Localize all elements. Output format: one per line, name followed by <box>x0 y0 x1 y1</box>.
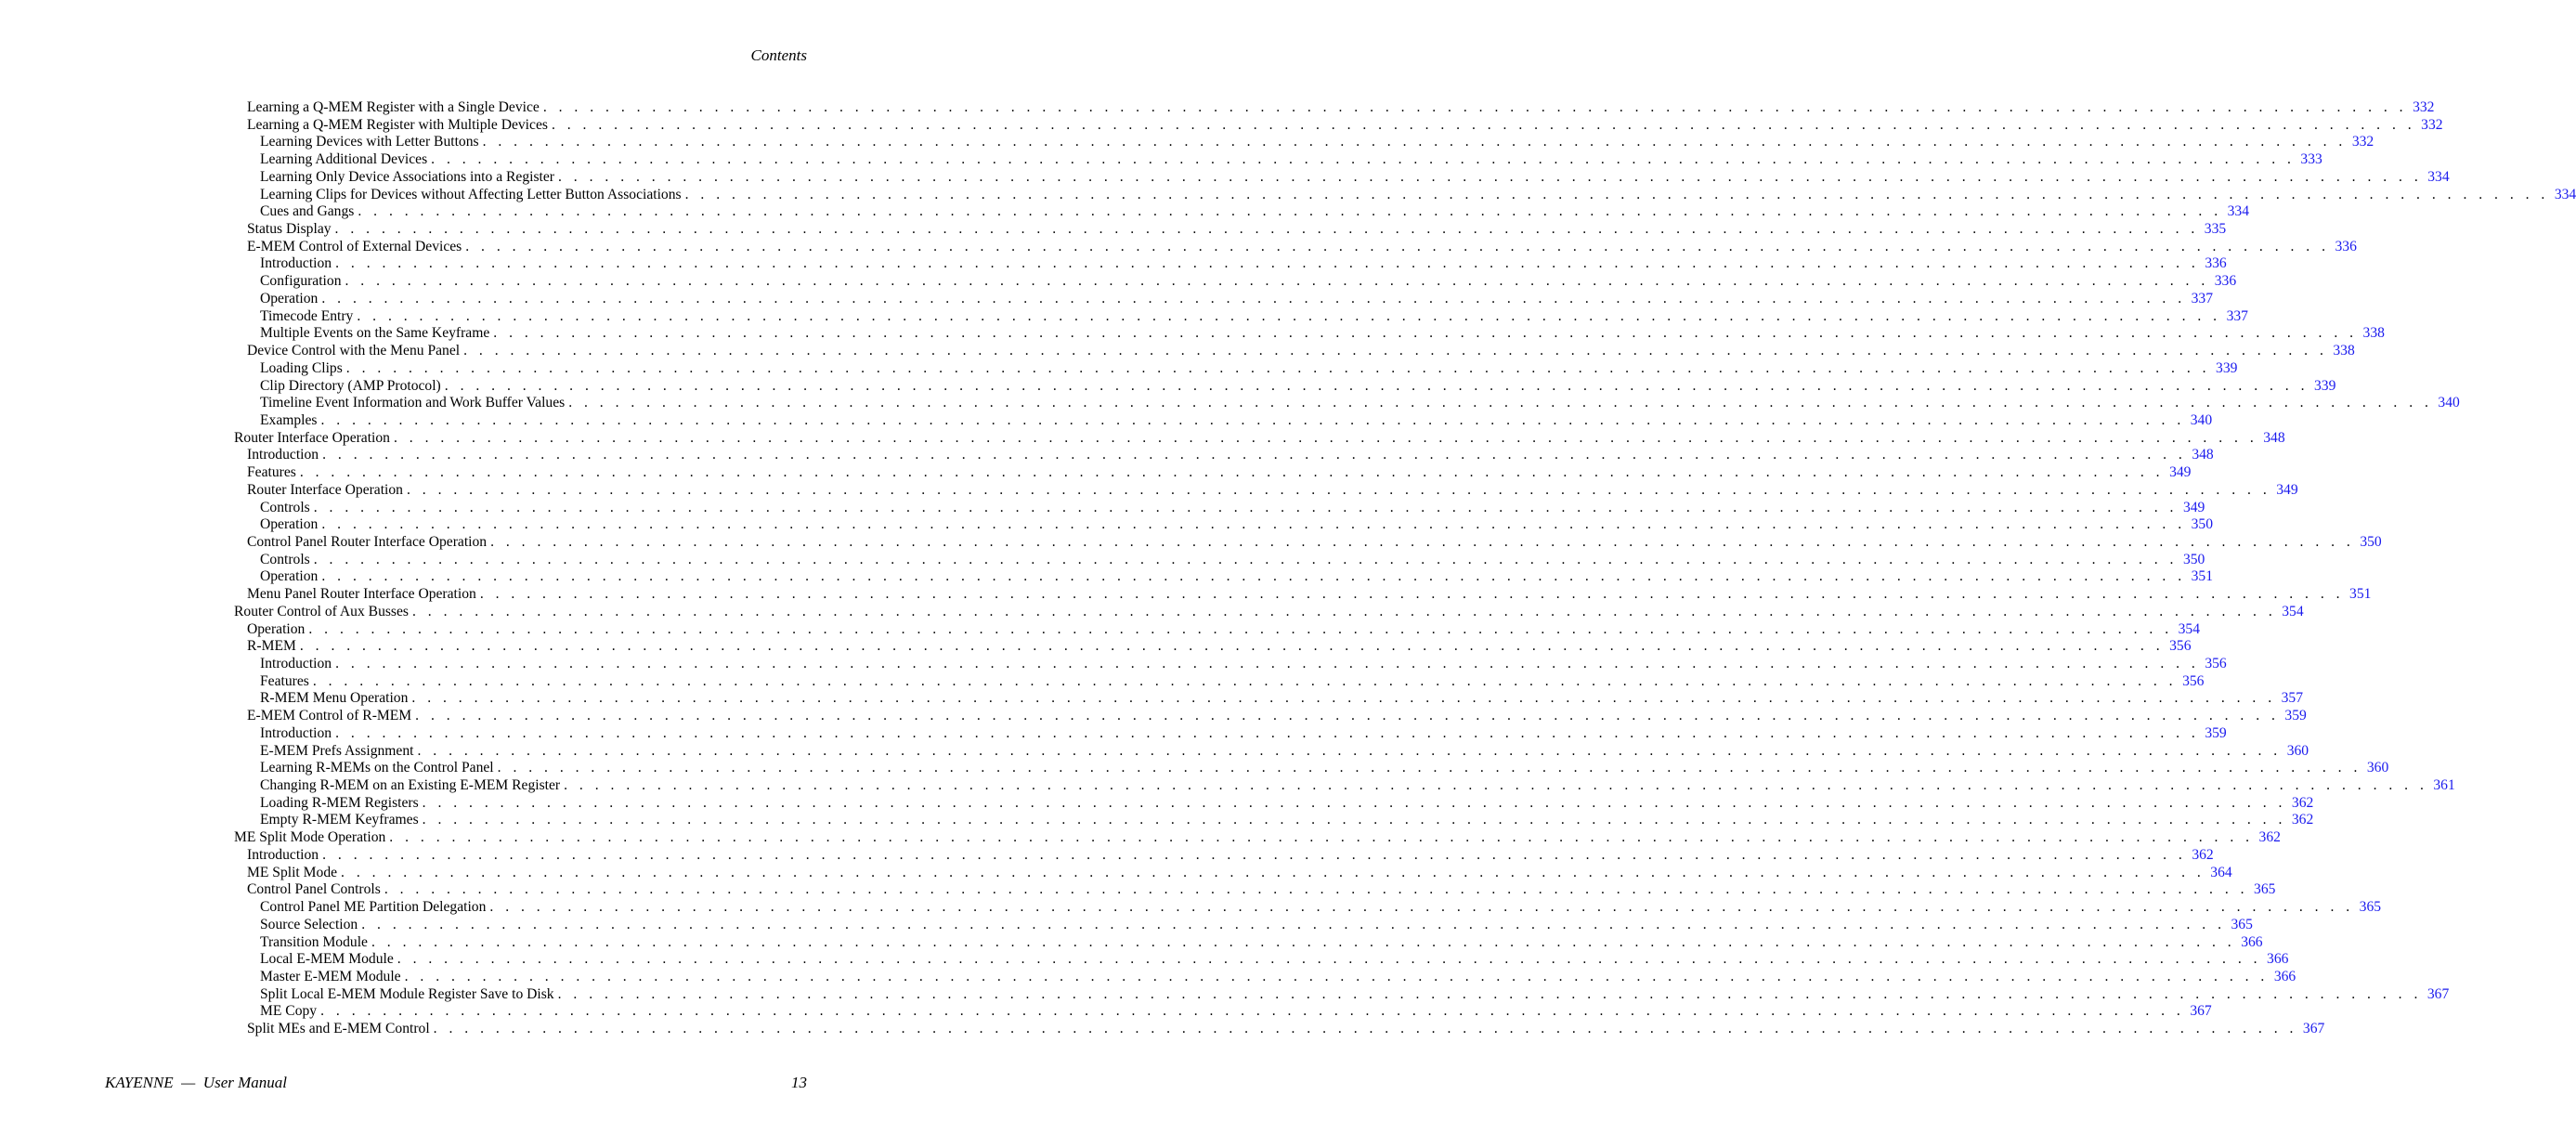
toc-entry-title: Changing R-MEM on an Existing E-MEM Register <box>260 777 561 794</box>
toc-entry[interactable] <box>234 168 2450 187</box>
toc-entry-title: E-MEM Control of External Devices <box>247 238 462 254</box>
toc-entry[interactable] <box>234 881 2276 899</box>
toc-entry[interactable] <box>234 99 2435 117</box>
toc-entry-title: R-MEM <box>247 638 296 655</box>
toc-page-link[interactable]: 351 <box>2191 568 2213 585</box>
toc-page-link[interactable]: 334 <box>2227 203 2249 220</box>
toc-page-link[interactable]: 337 <box>2191 290 2213 306</box>
dot-leader: . . . . . . . . . . . . . . . . . . . . . . . . . . . . . . . . . . . . . . . . . . . . . . . . . . . . . . . . . . . . . . . . . . . . . . . . . . . . . . . . . . . . . . . . . . . . . . . . . . . . . . . . . . . . . . . . . . . . . . . . <box>358 203 2222 220</box>
dot-leader: . . . . . . . . . . . . . . . . . . . . . . . . . . . . . . . . . . . . . . . . . . . . . . . . . . . . . . . . . . . . . . . . . . . . . . . . . . . . . . . . . . . . . . . . . . . . . . . . . . . . . . . . . . . . . . . . . . . . . . . . <box>482 134 2347 150</box>
dot-leader: . . . . . . . . . . . . . . . . . . . . . . . . . . . . . . . . . . . . . . . . . . . . . . . . . . . . . . . . . . . . . . . . . . . . . . . . . . . . . . . . . . . . . . . . . . . . . . . . . . . . . . . . . . . . . . . . . . . . . . . . <box>490 533 2355 550</box>
toc-entry-title: Timeline Event Information and Work Buffer Values <box>260 395 566 411</box>
toc-entry[interactable] <box>234 690 2304 708</box>
dot-leader: . . . . . . . . . . . . . . . . . . . . . . . . . . . . . . . . . . . . . . . . . . . . . . . . . . . . . . . . . . . . . . . . . . . . . . . . . . . . . . . . . . . . . . . . . . . . . . . . . . . . . . . . . . . . . . . . . . . . . . . . <box>497 760 2361 776</box>
toc-page-link[interactable]: 337 <box>2226 307 2248 324</box>
toc-entry-title: Learning R-MEMs on the Control Panel <box>260 760 494 776</box>
toc-page-link[interactable]: 332 <box>2413 99 2435 115</box>
dot-leader: . . . . . . . . . . . . . . . . . . . . . . . . . . . . . . . . . . . . . . . . . . . . . . . . . . . . . . . . . . . . . . . . . . . . . . . . . . . . . . . . . . . . . . . . . . . . . . . . . . . . . . . . . . . . . . . . . . . . . . . . <box>493 325 2358 342</box>
dot-leader: . . . . . . . . . . . . . . . . . . . . . . . . . . . . . . . . . . . . . . . . . . . . . . . . . . . . . . . . . . . . . . . . . . . . . . . . . . . . . . . . . . . . . . . . . . . . . . . . . . . . . . . . . . . . . . . . . . . . . . . . <box>322 447 2187 463</box>
toc-entry[interactable] <box>234 273 2237 291</box>
toc-entry[interactable] <box>234 516 2213 534</box>
toc-entry[interactable] <box>234 290 2213 308</box>
toc-entry-title: Operation <box>260 568 319 585</box>
dot-leader: . . . . . . . . . . . . . . . . . . . . . . . . . . . . . . . . . . . . . . . . . . . . . . . . . . . . . . . . . . . . . . . . . . . . . . . . . . . . . . . . . . . . . . . . . . . . . . . . . . . . . . . . . . . . . . . . . . . . . . . . <box>371 933 2236 950</box>
dot-leader: . . . . . . . . . . . . . . . . . . . . . . . . . . . . . . . . . . . . . . . . . . . . . . . . . . . . . . . . . . . . . . . . . . . . . . . . . . . . . . . . . . . . . . . . . . . . . . . . . . . . . . . . . . . . . . . . . . . . . . . . <box>345 359 2211 376</box>
toc-entry[interactable] <box>234 812 2314 829</box>
toc-entry-title: Local E-MEM Module <box>260 951 394 968</box>
toc-page-link[interactable]: 356 <box>2182 672 2205 689</box>
footer-manual-title: KAYENNE — User Manual <box>105 1074 287 1091</box>
toc-entry[interactable] <box>234 395 2460 412</box>
toc-entry[interactable] <box>234 760 2389 777</box>
dot-leader: . . . . . . . . . . . . . . . . . . . . . . . . . . . . . . . . . . . . . . . . . . . . . . . . . . . . . . . . . . . . . . . . . . . . . . . . . . . . . . . . . . . . . . . . . . . . . . . . . . . . . . . . . . . . . . . . . . . . . . . . <box>422 794 2286 811</box>
dot-leader: . . . . . . . . . . . . . . . . . . . . . . . . . . . . . . . . . . . . . . . . . . . . . . . . . . . . . . . . . . . . . . . . . . . . . . . . . . . . . . . . . . . . . . . . . . . . . . . . . . . . . . . . . . . . . . . . . . . . . . . . <box>684 186 2549 202</box>
toc-entry-title: Router Interface Operation <box>247 481 403 498</box>
dot-leader: . . . . . . . . . . . . . . . . . . . . . . . . . . . . . . . . . . . . . . . . . . . . . . . . . . . . . . . . . . . . . . . . . . . . . . . . . . . . . . . . . . . . . . . . . . . . . . . . . . . . . . . . . . . . . . . . . . . . . . . . <box>463 343 2328 359</box>
dot-leader: . . . . . . . . . . . . . . . . . . . . . . . . . . . . . . . . . . . . . . . . . . . . . . . . . . . . . . . . . . . . . . . . . . . . . . . . . . . . . . . . . . . . . . . . . . . . . . . . . . . . . . . . . . . . . . . . . . . . . . . . <box>335 255 2200 272</box>
dot-leader: . . . . . . . . . . . . . . . . . . . . . . . . . . . . . . . . . . . . . . . . . . . . . . . . . . . . . . . . . . . . . . . . . . . . . . . . . . . . . . . . . . . . . . . . . . . . . . . . . . . . . . . . . . . . . . . . . . . . . . . . <box>320 1003 2185 1020</box>
toc-entry[interactable] <box>234 846 2214 865</box>
toc-entry[interactable] <box>234 343 2355 360</box>
dot-leader: . . . . . . . . . . . . . . . . . . . . . . . . . . . . . . . . . . . . . . . . . . . . . . . . . . . . . . . . . . . . . . . . . . . . . . . . . . . . . . . . . . . . . . . . . . . . . . . . . . . . . . . . . . . . . . . . . . . . . . . . <box>345 273 2209 290</box>
toc-page-link[interactable]: 365 <box>2231 916 2253 932</box>
toc-page-link[interactable]: 362 <box>2192 846 2214 863</box>
toc-entry-title: Master E-MEM Module <box>260 968 401 984</box>
dot-leader: . . . . . . . . . . . . . . . . . . . . . . . . . . . . . . . . . . . . . . . . . . . . . . . . . . . . . . . . . . . . . . . . . . . . . . . . . . . . . . . . . . . . . . . . . . . . . . . . . . . . . . . . . . . . . . . . . . . . . . . . <box>411 690 2276 707</box>
toc-entry[interactable] <box>234 708 2307 725</box>
toc-entry[interactable] <box>234 464 2192 482</box>
toc-entry[interactable] <box>234 186 2576 204</box>
dot-leader: . . . . . . . . . . . . . . . . . . . . . . . . . . . . . . . . . . . . . . . . . . . . . . . . . . . . . . . . . . . . . . . . . . . . . . . . . . . . . . . . . . . . . . . . . . . . . . . . . . . . . . . . . . . . . . . . . . . . . . . . <box>313 551 2178 567</box>
dot-leader: . . . . . . . . . . . . . . . . . . . . . . . . . . . . . . . . . . . . . . . . . . . . . . . . . . . . . . . . . . . . . . . . . . . . . . . . . . . . . . . . . . . . . . . . . . . . . . . . . . . . . . . . . . . . . . . . . . . . . . . . <box>433 1021 2297 1037</box>
toc-entry-title: Learning Additional Devices <box>260 151 428 168</box>
toc-entry-title: Status Display <box>247 221 332 238</box>
toc-page-link[interactable]: 336 <box>2205 255 2227 272</box>
toc-entry[interactable] <box>234 551 2205 569</box>
toc-entry[interactable] <box>234 1003 2212 1021</box>
toc-page-link[interactable]: 367 <box>2426 985 2450 1002</box>
toc-page-link[interactable]: 365 <box>2359 899 2382 916</box>
toc-page-link[interactable]: 336 <box>2335 238 2357 254</box>
toc-entry[interactable] <box>234 411 2213 430</box>
toc-entry-title: ME Split Mode <box>247 864 338 880</box>
toc-page-link[interactable]: 365 <box>2254 881 2276 898</box>
toc-page-link[interactable]: 334 <box>2427 168 2450 185</box>
dot-leader: . . . . . . . . . . . . . . . . . . . . . . . . . . . . . . . . . . . . . . . . . . . . . . . . . . . . . . . . . . . . . . . . . . . . . . . . . . . . . . . . . . . . . . . . . . . . . . . . . . . . . . . . . . . . . . . . . . . . . . . . <box>322 846 2187 863</box>
toc-page-link[interactable]: 354 <box>2178 620 2200 637</box>
toc-entry[interactable] <box>234 916 2253 934</box>
dot-leader: . . . . . . . . . . . . . . . . . . . . . . . . . . . . . . . . . . . . . . . . . . . . . . . . . . . . . . . . . . . . . . . . . . . . . . . . . . . . . . . . . . . . . . . . . . . . . . . . . . . . . . . . . . . . . . . . . . . . . . . . <box>308 620 2173 637</box>
toc-entry[interactable] <box>234 533 2382 552</box>
dot-leader: . . . . . . . . . . . . . . . . . . . . . . . . . . . . . . . . . . . . . . . . . . . . . . . . . . . . . . . . . . . . . . . . . . . . . . . . . . . . . . . . . . . . . . . . . . . . . . . . . . . . . . . . . . . . . . . . . . . . . . . . <box>321 516 2186 533</box>
toc-page-link[interactable]: 357 <box>2281 690 2304 707</box>
toc-entry-title: E-MEM Control of R-MEM <box>247 708 412 724</box>
toc-page-link[interactable]: 350 <box>2360 533 2382 550</box>
toc-entry[interactable] <box>234 377 2336 396</box>
toc-entry[interactable] <box>234 620 2200 639</box>
toc-entry-title: R-MEM Menu Operation <box>260 690 409 707</box>
toc-entry-title: Split Local E-MEM Module Register Save to Disk <box>260 985 554 1002</box>
footer-page-number: 13 <box>791 1074 807 1091</box>
dot-leader: . . . . . . . . . . . . . . . . . . . . . . . . . . . . . . . . . . . . . . . . . . . . . . . . . . . . . . . . . . . . . . . . . . . . . . . . . . . . . . . . . . . . . . . . . . . . . . . . . . . . . . . . . . . . . . . . . . . . . . . . <box>422 812 2286 828</box>
toc-entry-title: Clip Directory (AMP Protocol) <box>260 377 441 394</box>
toc-entry-title: Control Panel Controls <box>247 881 381 898</box>
toc-entry-title: Operation <box>260 290 319 306</box>
toc-page-link[interactable]: 362 <box>2258 829 2281 846</box>
toc-entry[interactable] <box>234 255 2227 273</box>
toc-entry-title: Introduction <box>260 255 332 272</box>
toc-entry[interactable] <box>234 499 2205 517</box>
toc-entry[interactable] <box>234 656 2227 673</box>
toc-entry-title: Operation <box>260 516 319 533</box>
toc-entry[interactable] <box>234 724 2227 743</box>
toc-entry[interactable] <box>234 829 2281 847</box>
toc-entry-title: Learning Devices with Letter Buttons <box>260 134 479 150</box>
toc-entry-title: Examples <box>260 411 318 428</box>
dot-leader: . . . . . . . . . . . . . . . . . . . . . . . . . . . . . . . . . . . . . . . . . . . . . . . . . . . . . . . . . . . . . . . . . . . . . . . . . . . . . . . . . . . . . . . . . . . . . . . . . . . . . . . . . . . . . . . . . . . . . . . . <box>321 568 2186 585</box>
toc-entry-title: Introduction <box>247 846 319 863</box>
dot-leader: . . . . . . . . . . . . . . . . . . . . . . . . . . . . . . . . . . . . . . . . . . . . . . . . . . . . . . . . . . . . . . . . . . . . . . . . . . . . . . . . . . . . . . . . . . . . . . . . . . . . . . . . . . . . . . . . . . . . . . . . <box>313 499 2178 515</box>
toc-page-link[interactable]: 348 <box>2263 429 2285 446</box>
toc-entry-title: ME Split Mode Operation <box>234 829 386 846</box>
toc-entry-title: Configuration <box>260 273 342 290</box>
dot-leader: . . . . . . . . . . . . . . . . . . . . . . . . . . . . . . . . . . . . . . . . . . . . . . . . . . . . . . . . . . . . . . . . . . . . . . . . . . . . . . . . . . . . . . . . . . . . . . . . . . . . . . . . . . . . . . . . . . . . . . . . <box>415 708 2280 724</box>
toc-entry[interactable] <box>234 151 2322 169</box>
toc-page-link[interactable]: 364 <box>2210 864 2232 880</box>
toc-page-link[interactable]: 356 <box>2205 656 2227 671</box>
toc-entry[interactable] <box>234 325 2385 343</box>
toc-page-link[interactable]: 334 <box>2554 186 2576 202</box>
toc-page-link[interactable]: 338 <box>2333 343 2355 359</box>
toc-entry-title: Introduction <box>260 656 332 671</box>
toc-entry-title: Learning Only Device Associations into a Register <box>260 168 554 185</box>
toc-entry-title: Learning a Q-MEM Register with Multiple Devices <box>247 116 548 133</box>
toc-entry-title: Controls <box>260 551 310 567</box>
toc-entry-title: Operation <box>247 620 306 637</box>
toc-entry-title: Transition Module <box>260 933 368 950</box>
toc-page-link[interactable]: 359 <box>2284 708 2307 724</box>
toc-page-link[interactable]: 366 <box>2267 951 2289 968</box>
toc-page-link[interactable]: 361 <box>2433 777 2455 794</box>
dot-leader: . . . . . . . . . . . . . . . . . . . . . . . . . . . . . . . . . . . . . . . . . . . . . . . . . . . . . . . . . . . . . . . . . . . . . . . . . . . . . . . . . . . . . . . . . . . . . . . . . . . . . . . . . . . . . . . . . . . . . . . . <box>564 777 2428 794</box>
toc-page-link[interactable]: 360 <box>2366 760 2389 776</box>
toc-page-link[interactable]: 356 <box>2169 638 2192 655</box>
dot-leader: . . . . . . . . . . . . . . . . . . . . . . . . . . . . . . . . . . . . . . . . . . . . . . . . . . . . . . . . . . . . . . . . . . . . . . . . . . . . . . . . . . . . . . . . . . . . . . . . . . . . . . . . . . . . . . . . . . . . . . . . <box>320 411 2185 428</box>
running-header: Contents <box>750 46 807 64</box>
toc-entry[interactable] <box>234 638 2192 656</box>
dot-leader: . . . . . . . . . . . . . . . . . . . . . . . . . . . . . . . . . . . . . . . . . . . . . . . . . . . . . . . . . . . . . . . . . . . . . . . . . . . . . . . . . . . . . . . . . . . . . . . . . . . . . . . . . . . . . . . . . . . . . . . . <box>397 951 2262 968</box>
toc-page-link[interactable]: 339 <box>2314 377 2336 394</box>
dot-leader: . . . . . . . . . . . . . . . . . . . . . . . . . . . . . . . . . . . . . . . . . . . . . . . . . . . . . . . . . . . . . . . . . . . . . . . . . . . . . . . . . . . . . . . . . . . . . . . . . . . . . . . . . . . . . . . . . . . . . . . . <box>417 742 2282 759</box>
dot-leader: . . . . . . . . . . . . . . . . . . . . . . . . . . . . . . . . . . . . . . . . . . . . . . . . . . . . . . . . . . . . . . . . . . . . . . . . . . . . . . . . . . . . . . . . . . . . . . . . . . . . . . . . . . . . . . . . . . . . . . . . <box>357 307 2221 324</box>
dot-leader: . . . . . . . . . . . . . . . . . . . . . . . . . . . . . . . . . . . . . . . . . . . . . . . . . . . . . . . . . . . . . . . . . . . . . . . . . . . . . . . . . . . . . . . . . . . . . . . . . . . . . . . . . . . . . . . . . . . . . . . . <box>479 586 2345 603</box>
toc-entry-title: Loading R-MEM Registers <box>260 794 419 811</box>
dot-leader: . . . . . . . . . . . . . . . . . . . . . . . . . . . . . . . . . . . . . . . . . . . . . . . . . . . . . . . . . . . . . . . . . . . . . . . . . . . . . . . . . . . . . . . . . . . . . . . . . . . . . . . . . . . . . . . . . . . . . . . . <box>384 881 2249 898</box>
dot-leader: . . . . . . . . . . . . . . . . . . . . . . . . . . . . . . . . . . . . . . . . . . . . . . . . . . . . . . . . . . . . . . . . . . . . . . . . . . . . . . . . . . . . . . . . . . . . . . . . . . . . . . . . . . . . . . . . . . . . . . . . <box>299 464 2165 481</box>
toc-entry-title: Router Interface Operation <box>234 429 390 446</box>
toc-page-link[interactable]: 332 <box>2421 116 2443 133</box>
toc-entry-title: ME Copy <box>260 1003 318 1020</box>
toc-entry[interactable] <box>234 203 2249 221</box>
toc-page-link[interactable]: 336 <box>2214 273 2237 290</box>
toc-entry-title: Source Selection <box>260 916 358 932</box>
toc-page-link[interactable]: 367 <box>2302 1021 2325 1037</box>
toc-entry[interactable] <box>234 359 2238 378</box>
toc-entry[interactable] <box>234 742 2309 761</box>
dot-leader: . . . . . . . . . . . . . . . . . . . . . . . . . . . . . . . . . . . . . . . . . . . . . . . . . . . . . . . . . . . . . . . . . . . . . . . . . . . . . . . . . . . . . . . . . . . . . . . . . . . . . . . . . . . . . . . . . . . . . . . . <box>361 916 2226 932</box>
toc-page-link[interactable]: 340 <box>2438 395 2460 411</box>
dot-leader: . . . . . . . . . . . . . . . . . . . . . . . . . . . . . . . . . . . . . . . . . . . . . . . . . . . . . . . . . . . . . . . . . . . . . . . . . . . . . . . . . . . . . . . . . . . . . . . . . . . . . . . . . . . . . . . . . . . . . . . . <box>444 377 2309 394</box>
toc-entry[interactable] <box>234 134 2374 151</box>
toc-page-link[interactable]: 340 <box>2190 411 2213 428</box>
toc-page-link[interactable]: 338 <box>2362 325 2385 342</box>
toc-page-link[interactable]: 333 <box>2300 151 2322 168</box>
toc-page-link[interactable]: 349 <box>2169 464 2192 481</box>
toc-entry[interactable] <box>234 586 2372 604</box>
toc-entry[interactable] <box>234 307 2248 326</box>
toc-page-link[interactable]: 360 <box>2286 742 2309 759</box>
toc-entry-title: Introduction <box>260 724 332 741</box>
toc-entry[interactable] <box>234 985 2450 1004</box>
toc-page-link[interactable]: 339 <box>2216 359 2238 376</box>
toc-page-link[interactable]: 350 <box>2182 551 2205 567</box>
dot-leader: . . . . . . . . . . . . . . . . . . . . . . . . . . . . . . . . . . . . . . . . . . . . . . . . . . . . . . . . . . . . . . . . . . . . . . . . . . . . . . . . . . . . . . . . . . . . . . . . . . . . . . . . . . . . . . . . . . . . . . . . <box>431 151 2296 168</box>
toc-entry-title: Features <box>247 464 296 481</box>
toc-entry-title: E-MEM Prefs Assignment <box>260 742 414 759</box>
toc-entry-title: Control Panel Router Interface Operation <box>247 533 488 550</box>
dot-leader: . . . . . . . . . . . . . . . . . . . . . . . . . . . . . . . . . . . . . . . . . . . . . . . . . . . . . . . . . . . . . . . . . . . . . . . . . . . . . . . . . . . . . . . . . . . . . . . . . . . . . . . . . . . . . . . . . . . . . . . . <box>335 724 2200 741</box>
toc-entry-title: Controls <box>260 499 310 515</box>
dot-leader: . . . . . . . . . . . . . . . . . . . . . . . . . . . . . . . . . . . . . . . . . . . . . . . . . . . . . . . . . . . . . . . . . . . . . . . . . . . . . . . . . . . . . . . . . . . . . . . . . . . . . . . . . . . . . . . . . . . . . . . . <box>389 829 2254 846</box>
dot-leader: . . . . . . . . . . . . . . . . . . . . . . . . . . . . . . . . . . . . . . . . . . . . . . . . . . . . . . . . . . . . . . . . . . . . . . . . . . . . . . . . . . . . . . . . . . . . . . . . . . . . . . . . . . . . . . . . . . . . . . . . <box>341 864 2205 880</box>
toc-page-link[interactable]: 349 <box>2182 499 2205 515</box>
dot-leader: . . . . . . . . . . . . . . . . . . . . . . . . . . . . . . . . . . . . . . . . . . . . . . . . . . . . . . . . . . . . . . . . . . . . . . . . . . . . . . . . . . . . . . . . . . . . . . . . . . . . . . . . . . . . . . . . . . . . . . . . <box>551 116 2416 133</box>
toc-entry[interactable] <box>234 429 2285 448</box>
toc-entry-title: Split MEs and E-MEM Control <box>247 1021 430 1037</box>
toc-entry-title: Empty R-MEM Keyframes <box>260 812 419 828</box>
toc-entry[interactable] <box>234 447 2214 464</box>
toc-page-link[interactable]: 354 <box>2282 603 2304 619</box>
toc-page-link[interactable]: 348 <box>2192 447 2214 463</box>
dot-leader: . . . . . . . . . . . . . . . . . . . . . . . . . . . . . . . . . . . . . . . . . . . . . . . . . . . . . . . . . . . . . . . . . . . . . . . . . . . . . . . . . . . . . . . . . . . . . . . . . . . . . . . . . . . . . . . . . . . . . . . . <box>412 603 2277 619</box>
toc-entry-title: Timecode Entry <box>260 307 354 324</box>
toc-entry-title: Menu Panel Router Interface Operation <box>247 586 476 603</box>
toc-entry[interactable] <box>234 899 2382 917</box>
dot-leader: . . . . . . . . . . . . . . . . . . . . . . . . . . . . . . . . . . . . . . . . . . . . . . . . . . . . . . . . . . . . . . . . . . . . . . . . . . . . . . . . . . . . . . . . . . . . . . . . . . . . . . . . . . . . . . . . . . . . . . . . <box>312 672 2178 689</box>
toc-page-link[interactable]: 335 <box>2204 221 2227 238</box>
table-of-contents <box>234 99 2576 1038</box>
toc-entry-title: Router Control of Aux Busses <box>234 603 409 619</box>
dot-leader: . . . . . . . . . . . . . . . . . . . . . . . . . . . . . . . . . . . . . . . . . . . . . . . . . . . . . . . . . . . . . . . . . . . . . . . . . . . . . . . . . . . . . . . . . . . . . . . . . . . . . . . . . . . . . . . . . . . . . . . . <box>393 429 2258 446</box>
toc-entry-title: Control Panel ME Partition Delegation <box>260 899 487 916</box>
dot-leader: . . . . . . . . . . . . . . . . . . . . . . . . . . . . . . . . . . . . . . . . . . . . . . . . . . . . . . . . . . . . . . . . . . . . . . . . . . . . . . . . . . . . . . . . . . . . . . . . . . . . . . . . . . . . . . . . . . . . . . . . <box>568 395 2433 411</box>
toc-entry-title: Learning a Q-MEM Register with a Single Device <box>247 99 540 115</box>
toc-entry[interactable] <box>234 968 2296 986</box>
toc-page-link[interactable]: 362 <box>2291 794 2314 811</box>
toc-entry[interactable] <box>234 672 2205 691</box>
dot-leader: . . . . . . . . . . . . . . . . . . . . . . . . . . . . . . . . . . . . . . . . . . . . . . . . . . . . . . . . . . . . . . . . . . . . . . . . . . . . . . . . . . . . . . . . . . . . . . . . . . . . . . . . . . . . . . . . . . . . . . . . <box>558 168 2423 185</box>
dot-leader: . . . . . . . . . . . . . . . . . . . . . . . . . . . . . . . . . . . . . . . . . . . . . . . . . . . . . . . . . . . . . . . . . . . . . . . . . . . . . . . . . . . . . . . . . . . . . . . . . . . . . . . . . . . . . . . . . . . . . . . . <box>321 290 2186 306</box>
toc-entry[interactable] <box>234 1021 2325 1038</box>
toc-page-link[interactable]: 362 <box>2291 812 2314 828</box>
toc-page-link[interactable]: 350 <box>2191 516 2213 533</box>
dot-leader: . . . . . . . . . . . . . . . . . . . . . . . . . . . . . . . . . . . . . . . . . . . . . . . . . . . . . . . . . . . . . . . . . . . . . . . . . . . . . . . . . . . . . . . . . . . . . . . . . . . . . . . . . . . . . . . . . . . . . . . . <box>404 968 2269 984</box>
toc-entry[interactable] <box>234 116 2443 135</box>
toc-entry[interactable] <box>234 603 2304 621</box>
toc-entry[interactable] <box>234 238 2357 256</box>
toc-entry[interactable] <box>234 951 2289 969</box>
toc-entry-title: Loading Clips <box>260 359 343 376</box>
toc-entry-title: Features <box>260 672 309 689</box>
toc-entry-title: Introduction <box>247 447 319 463</box>
toc-page-link[interactable]: 332 <box>2351 134 2374 150</box>
dot-leader: . . . . . . . . . . . . . . . . . . . . . . . . . . . . . . . . . . . . . . . . . . . . . . . . . . . . . . . . . . . . . . . . . . . . . . . . . . . . . . . . . . . . . . . . . . . . . . . . . . . . . . . . . . . . . . . . . . . . . . . . <box>334 221 2199 238</box>
toc-entry-title: Cues and Gangs <box>260 203 355 220</box>
dot-leader: . . . . . . . . . . . . . . . . . . . . . . . . . . . . . . . . . . . . . . . . . . . . . . . . . . . . . . . . . . . . . . . . . . . . . . . . . . . . . . . . . . . . . . . . . . . . . . . . . . . . . . . . . . . . . . . . . . . . . . . . <box>542 99 2408 115</box>
toc-entry-title: Learning Clips for Devices without Affecting Letter Button Associations <box>260 186 682 202</box>
toc-entry[interactable] <box>234 794 2314 813</box>
toc-page-link[interactable]: 349 <box>2276 481 2298 498</box>
dot-leader: . . . . . . . . . . . . . . . . . . . . . . . . . . . . . . . . . . . . . . . . . . . . . . . . . . . . . . . . . . . . . . . . . . . . . . . . . . . . . . . . . . . . . . . . . . . . . . . . . . . . . . . . . . . . . . . . . . . . . . . . <box>465 238 2330 254</box>
toc-entry[interactable] <box>234 481 2298 500</box>
toc-entry[interactable] <box>234 568 2213 586</box>
dot-leader: . . . . . . . . . . . . . . . . . . . . . . . . . . . . . . . . . . . . . . . . . . . . . . . . . . . . . . . . . . . . . . . . . . . . . . . . . . . . . . . . . . . . . . . . . . . . . . . . . . . . . . . . . . . . . . . . . . . . . . . . <box>335 656 2200 671</box>
toc-entry-title: Multiple Events on the Same Keyframe <box>260 325 490 342</box>
dot-leader: . . . . . . . . . . . . . . . . . . . . . . . . . . . . . . . . . . . . . . . . . . . . . . . . . . . . . . . . . . . . . . . . . . . . . . . . . . . . . . . . . . . . . . . . . . . . . . . . . . . . . . . . . . . . . . . . . . . . . . . . <box>489 899 2354 916</box>
toc-page-link[interactable]: 366 <box>2273 968 2296 984</box>
dot-leader: . . . . . . . . . . . . . . . . . . . . . . . . . . . . . . . . . . . . . . . . . . . . . . . . . . . . . . . . . . . . . . . . . . . . . . . . . . . . . . . . . . . . . . . . . . . . . . . . . . . . . . . . . . . . . . . . . . . . . . . . <box>406 481 2271 498</box>
toc-page-link[interactable]: 351 <box>2349 586 2372 603</box>
toc-entry[interactable] <box>234 777 2455 795</box>
dot-leader: . . . . . . . . . . . . . . . . . . . . . . . . . . . . . . . . . . . . . . . . . . . . . . . . . . . . . . . . . . . . . . . . . . . . . . . . . . . . . . . . . . . . . . . . . . . . . . . . . . . . . . . . . . . . . . . . . . . . . . . . <box>557 985 2422 1002</box>
toc-entry-title: Device Control with the Menu Panel <box>247 343 461 359</box>
toc-entry[interactable] <box>234 864 2232 882</box>
toc-page-link[interactable]: 359 <box>2205 724 2227 741</box>
dot-leader: . . . . . . . . . . . . . . . . . . . . . . . . . . . . . . . . . . . . . . . . . . . . . . . . . . . . . . . . . . . . . . . . . . . . . . . . . . . . . . . . . . . . . . . . . . . . . . . . . . . . . . . . . . . . . . . . . . . . . . . . <box>299 638 2165 655</box>
toc-entry[interactable] <box>234 221 2227 239</box>
toc-page-link[interactable]: 366 <box>2241 933 2263 950</box>
toc-page-link[interactable]: 367 <box>2190 1003 2212 1020</box>
toc-entry[interactable] <box>234 933 2263 952</box>
